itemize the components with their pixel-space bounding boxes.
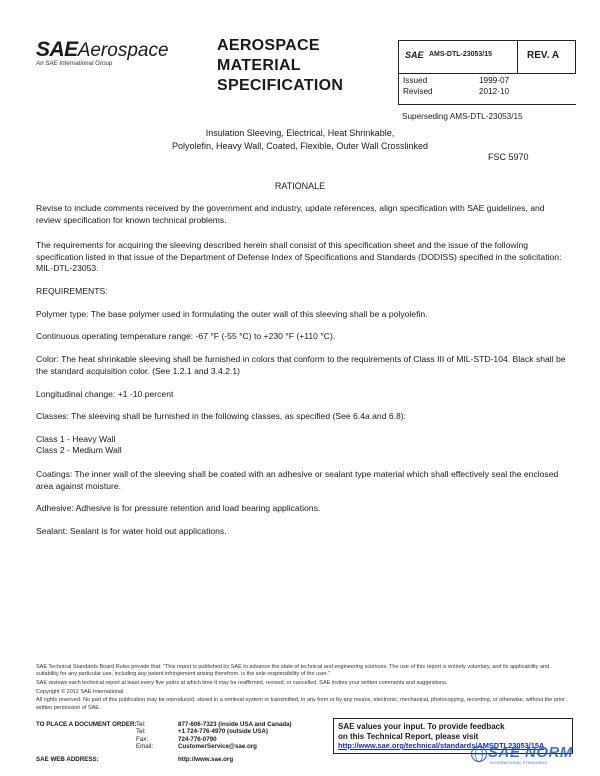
paragraph-adhesive: Adhesive: Adhesive is for pressure retention and load bearing applications. [36, 503, 321, 513]
class-2-item: Class 2 - Medium Wall [36, 445, 122, 455]
issued-row [403, 76, 573, 85]
sae-aerospace-logo [36, 38, 216, 74]
paragraph-temperature-range: Continuous operating temperature range: -67 °F (-55 °C) to +230 °F (+110 °C). [36, 331, 336, 341]
logo-sae-text: SAE [36, 38, 78, 61]
legal-rules: SAE Technical Standards Board Rules provide that: "This report is published by SAE to advance the state of technical and engineering sciences. The use of this report is entirely voluntary, and its applicability and suitability for any particular use, including any patent infringement arising therefrom, is the sole responsibility of the user." [36, 664, 550, 678]
watermark-subtext: INTERNATIONAL STANDARDS [490, 760, 548, 765]
title-line-3: SPECIFICATION [217, 77, 344, 94]
legal-copyright: Copyright © 2012 SAE International [36, 688, 124, 695]
dates-block [398, 74, 576, 104]
paragraph-longitudinal-change: Longitudinal change: +1 -10 percent [36, 389, 174, 399]
feedback-line-2: on this Technical Report, please visit [338, 731, 479, 741]
feedback-link[interactable]: http://www.sae.org/technical/standards/AMSDTL23053/15A [338, 741, 545, 750]
revised-row [403, 87, 573, 96]
document-number: AMS-DTL-23053/15 [429, 51, 493, 58]
order-heading: TO PLACE A DOCUMENT ORDER: [36, 721, 137, 728]
logo-aerospace-text: Aerospace [77, 40, 169, 61]
paragraph-polymer-type: Polymer type: The base polymer used in formulating the outer wall of this sleeving shall be a polyolefin. [36, 309, 428, 319]
paragraph-requirements-intro: The requirements for acquiring the sleeving described herein shall consist of this specification sheet and the issue of the following specification listed in that issue of the Department of Defense Index of Specifications and Standards (DODISS) specified in the solicitation: MIL-DTL-23053. [36, 240, 562, 273]
order-label-fax: Fax: [136, 735, 149, 743]
document-number-box [398, 40, 576, 74]
class-1-item: Class 1 - Heavy Wall [36, 434, 116, 444]
issued-label: Issued [403, 76, 428, 85]
legal-rights: All rights reserved. No part of this publication may be reproduced, stored in a retrieval system or transmitted, in any form or by any means, electronic, mechanical, photocopying, recording, or otherwise, without the prior written permission of SAE. [36, 697, 565, 711]
paragraph-coatings: Coatings: The inner wall of the sleeving shall be coated with an adhesive or sealant type material which shall effectively seal the enclosed area against moisture. [36, 469, 559, 491]
order-value-fax: 724-776-0790 [178, 735, 217, 743]
order-label-tel-1: Tel: [136, 721, 146, 728]
order-value-tel-1: 877-606-7323 (inside USA and Canada) [178, 721, 292, 728]
watermark-stamp [470, 744, 588, 766]
web-address-label: SAE WEB ADDRESS: [36, 756, 99, 763]
legal-review: SAE reviews each technical report at least every five years at which time it may be reaffirmed, revised, or cancelled. SAE invites your written comments and suggestions. [36, 680, 448, 686]
order-value-email[interactable]: CustomerService@sae.org [178, 742, 257, 750]
title-line-1: AEROSPACE [217, 37, 320, 54]
logo-tagline: An SAE International Group [36, 60, 113, 67]
revision-label: REV. A [527, 50, 560, 61]
web-address-link[interactable]: http://www.sae.org [178, 756, 234, 763]
requirements-heading: REQUIREMENTS: [36, 286, 108, 296]
box-divider [517, 41, 518, 73]
paragraph-color: Color: The heat shrinkable sleeving shall be furnished in colors that conform to the requirements of Class III of MIL-STD-104. Black shall be the standard acquisition color. (See 1.2.1 and 3.4.2.1) [36, 354, 566, 376]
small-sae-logo: SAE [405, 50, 424, 60]
watermark-globe-icon [470, 745, 488, 763]
superseding-text: Superseding AMS-DTL-23053/15 [402, 112, 523, 121]
revised-label: Revised [403, 87, 433, 96]
document-title [217, 36, 397, 96]
subtitle-line-1: Insulation Sleeving, Electrical, Heat Shrinkable, [205, 128, 395, 138]
paragraph-revision-intro: Revise to include comments received by the government and industry, update references, align specification with SAE guidelines, and review specification for known technical problems. [36, 203, 545, 225]
order-label-email: Email: [136, 742, 154, 750]
superseding-divider [398, 104, 576, 105]
issued-value: 1999-07 [479, 76, 510, 85]
watermark-text: SAE NORM [488, 744, 573, 761]
paragraph-sealant: Sealant: Sealant is for water hold out applications. [36, 526, 227, 536]
document-subtitle [0, 127, 600, 153]
title-line-2: MATERIAL [217, 57, 301, 74]
legal-notice [36, 664, 572, 713]
revised-value: 2012-10 [479, 87, 510, 96]
paragraph-classes: Classes: The sleeving shall be furnished in the following classes, as specified (See 6.4a and 6.8): [36, 411, 407, 421]
order-value-tel-2: +1 724-776-4970 (outside USA) [178, 728, 268, 736]
subtitle-line-2: Polyolefin, Heavy Wall, Coated, Flexible, Outer Wall Crosslinked [172, 141, 428, 151]
rationale-heading: RATIONALE [274, 181, 326, 191]
order-label-tel-2: Tel: [136, 728, 146, 736]
fsc-code: FSC 5970 [488, 152, 529, 162]
feedback-line-1: SAE values your input. To provide feedback [338, 722, 505, 731]
